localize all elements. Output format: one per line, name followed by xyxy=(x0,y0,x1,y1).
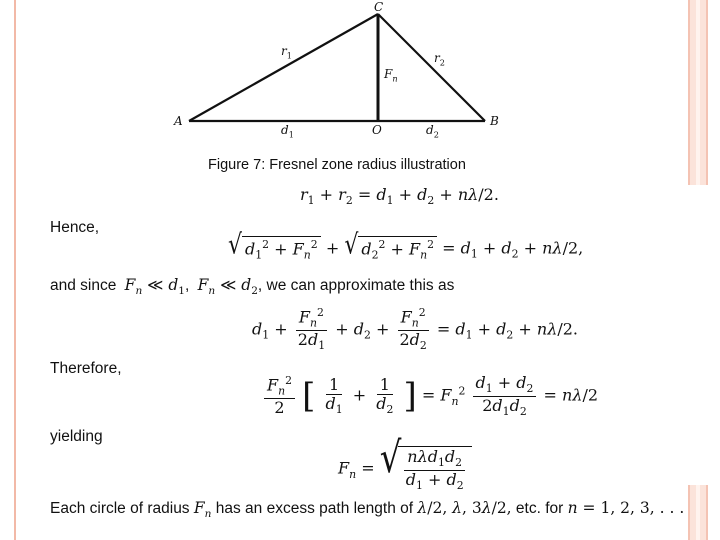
equation-path-sum: $r_1 + r_2 = d_1 + d_2 + n\lambda/2$. xyxy=(300,185,499,208)
label-r2: $r_2$ xyxy=(434,51,445,68)
figure-caption: Figure 7: Fresnel zone radius illustration xyxy=(208,157,466,173)
label-r1: $r_1$ xyxy=(281,44,292,61)
text-and-since: and since $F_n$ ≪ $d_1$, $F_n$ ≪ $d_2$, we can approximate this as xyxy=(50,276,455,298)
label-d1: $d_1$ xyxy=(281,123,294,140)
label-B: B xyxy=(490,114,499,128)
equation-therefore: $\frac{F_n^2}{2}$ [ $\frac{1}{d_1}$ + $\frac{1}{d_2}$ ] = $F_n^2$ $\frac{d_1 + d_2}{2d_1d_2}$ = nλ/2 xyxy=(262,374,598,418)
equation-fresnel-radius: $F_n$ = √ $\frac{n\lambda d_1d_2}{d_1 + d_2}$ xyxy=(338,446,472,492)
equation-sqrt-form: √ $d_1^2 + F_n^2$ + √ $d_2^2 + F_n^2 = d_1 + d_2 + n\lambda/2$, xyxy=(228,229,584,262)
label-O: O xyxy=(372,123,382,137)
slide-frame-right-gap xyxy=(688,185,710,485)
text-each-circle: Each circle of radius $F_n$ has an excess path length of λ/2, λ, 3λ/2, etc. for n = 1, 2, 3, . . . xyxy=(50,499,685,521)
line-A-C xyxy=(189,14,378,121)
label-C: C xyxy=(374,0,384,14)
text-therefore: Therefore, xyxy=(50,360,122,377)
label-A: A xyxy=(174,114,183,128)
text-hence: Hence, xyxy=(50,219,100,236)
fresnel-zone-figure xyxy=(0,0,720,150)
text-yielding: yielding xyxy=(50,428,103,445)
label-Fn: $F_n$ xyxy=(384,67,398,84)
label-d2: $d_2$ xyxy=(426,123,439,140)
equation-approximation: $d_1$ + $\frac{F_n^2}{2d_1}$ + $d_2$ + $\frac{F_n^2}{2d_2}$ = $d_1 + d_2 + n\lambda/2$. xyxy=(252,306,579,353)
